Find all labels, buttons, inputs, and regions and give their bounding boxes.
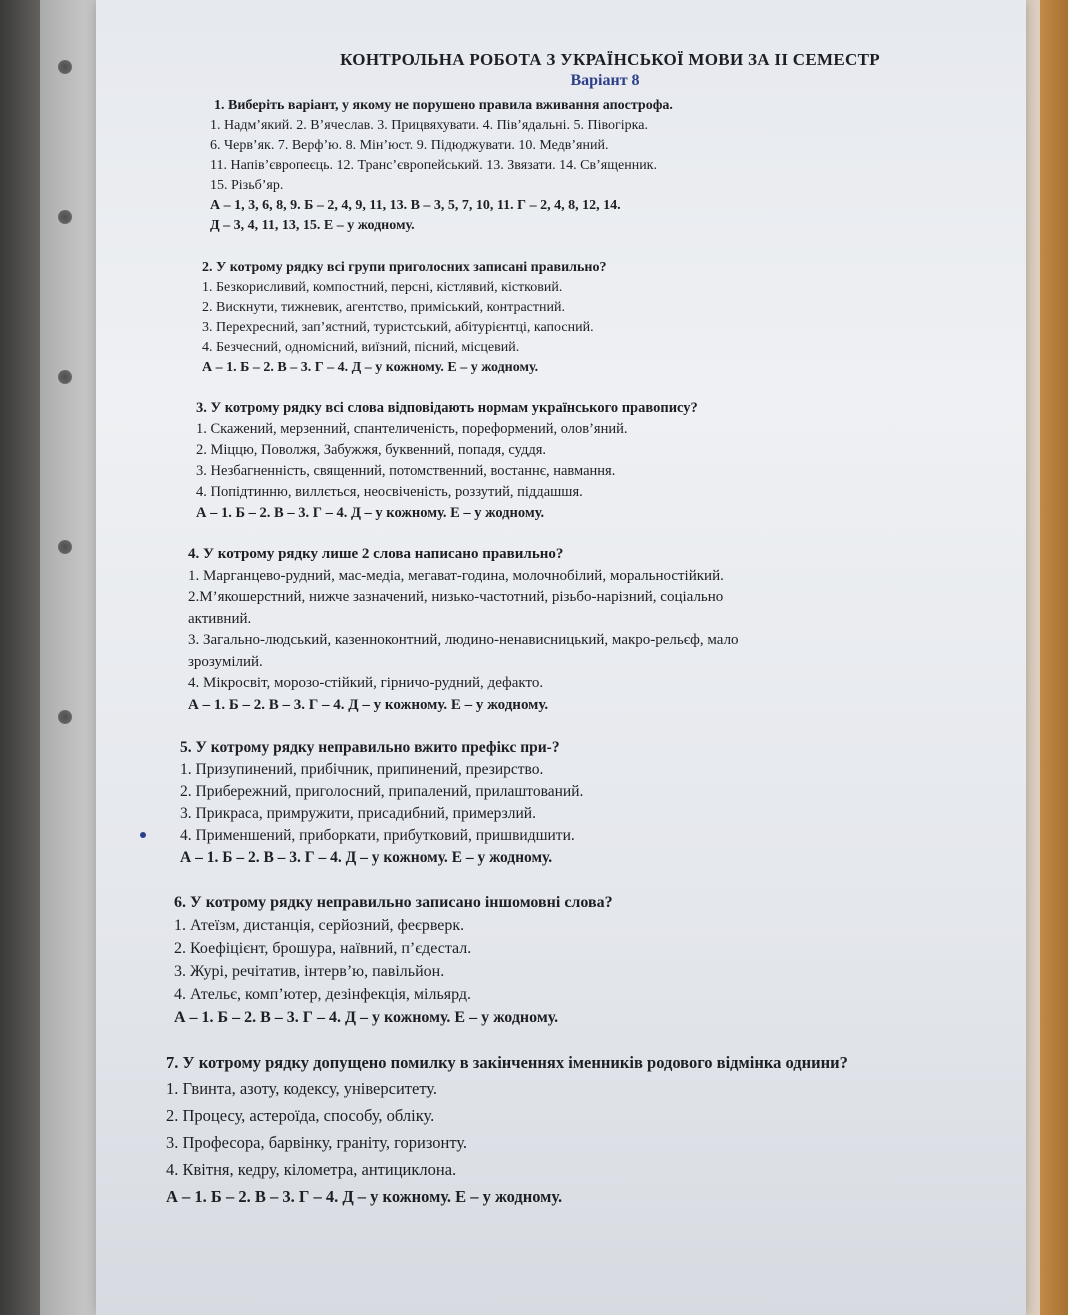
punch-hole <box>58 540 72 554</box>
answer-options: А – 1. Б – 2. В – 3. Г – 4. Д – у кожному. Е – у жодному. <box>196 505 545 521</box>
question-line: 1. Призупинений, прибічник, припинений, презирство. <box>180 761 544 778</box>
question-line: 4. Применшений, приборкати, прибутковий, пришвидшити. <box>180 827 575 844</box>
question-line: активний. <box>188 610 252 627</box>
question-line: 3. Журі, речітатив, інтерв’ю, павільйон. <box>174 963 445 980</box>
question-line: 2. Міццю, Поволжя, Забужжя, буквенний, попадя, суддя. <box>196 442 547 458</box>
question-heading: 6. У котрому рядку неправильно записано іншомовні слова? <box>174 894 613 911</box>
question-4 <box>188 544 1020 716</box>
answer-options: А – 1. Б – 2. В – 3. Г – 4. Д – у кожному. Е – у жодному. <box>188 696 549 713</box>
document-title: КОНТРОЛЬНА РОБОТА З УКРАЇНСЬКОЇ МОВИ ЗА ІІ СЕМЕСТР <box>340 50 880 69</box>
question-line: 1. Марганцево-рудний, мас-медіа, мегават-година, молочнобілий, моральностійкий. <box>188 567 724 584</box>
answer-options: А – 1. Б – 2. В – 3. Г – 4. Д – у кожному. Е – у жодному. <box>180 849 553 866</box>
test-document <box>160 50 1020 1232</box>
question-line: 1. Гвинта, азоту, кодексу, університету. <box>166 1079 438 1098</box>
question-line: 1. Безкорисливий, компостний, персні, кістлявий, кістковий. <box>202 280 563 295</box>
question-line: 2. Прибережний, приголосний, припалений, прилаштований. <box>180 783 584 800</box>
question-line: 4. Мікросвіт, морозо-стійкий, гірничо-рудний, дефакто. <box>188 675 544 691</box>
answer-options: А – 1. Б – 2. В – 3. Г – 4. Д – у кожному. Е – у жодному. <box>174 1009 559 1026</box>
question-line: 2. Вискнути, тижневик, агентство, приміський, контрастний. <box>202 300 565 315</box>
question-line: зрозумілий. <box>188 653 263 670</box>
question-line: 4. Безчесний, одномісний, виїзний, пісний, місцевий. <box>202 340 520 355</box>
question-line: 6. Черв’як. 7. Верф’ю. 8. Мін’юст. 9. Підюджувати. 10. Медв’яний. <box>210 138 609 153</box>
punch-hole <box>58 60 72 74</box>
answer-options: А – 1. Б – 2. В – 3. Г – 4. Д – у кожному. Е – у жодному. <box>202 360 539 375</box>
question-heading: 2. У котрому рядку всі групи приголосних записані правильно? <box>202 260 607 275</box>
question-line: 4. Ательє, комп’ютер, дезінфекція, мільярд. <box>174 986 472 1003</box>
question-line: 1. Атеїзм, дистанція, серйозний, феєрверк. <box>174 917 465 934</box>
question-line: 1. Скажений, мерзенний, спантеличеність, пореформений, олов’яний. <box>196 421 628 437</box>
punch-hole <box>58 370 72 384</box>
answer-options: Д – 3, 4, 11, 13, 15. Е – у жодному. <box>210 218 415 233</box>
answer-options: А – 1. Б – 2. В – 3. Г – 4. Д – у кожному. Е – у жодному. <box>166 1187 563 1206</box>
ink-dot-mark <box>140 832 146 838</box>
question-2 <box>202 258 1020 378</box>
question-line: 3. Незбагненність, священний, потомственний, востаннє, навмання. <box>196 463 616 479</box>
question-line: 1. Надм’який. 2. В’ячеслав. 3. Прицвяхувати. 4. Пів’ядальні. 5. Півогірка. <box>210 118 648 133</box>
punch-hole <box>58 710 72 724</box>
question-line: 15. Різьб’яр. <box>210 178 284 193</box>
question-6 <box>174 891 1020 1029</box>
question-line: 3. Перехресний, зап’ястний, туристський, абітурієнтці, капосний. <box>202 320 594 335</box>
question-line: 3. Професора, барвінку, граніту, горизонту. <box>166 1133 468 1152</box>
question-line: 2. Коефіцієнт, брошура, наївний, п’єдестал. <box>174 940 472 957</box>
question-line: 3. Загально-людський, казенноконтний, людино-ненависницький, макро-рельєф, мало <box>188 632 739 648</box>
question-5 <box>180 737 1020 869</box>
question-heading: 4. У котрому рядку лише 2 слова написано правильно? <box>188 546 564 562</box>
question-1 <box>210 96 1020 236</box>
question-heading: 7. У котрому рядку допущено помилку в закінченнях іменників родового відмінка однини? <box>166 1053 848 1072</box>
variant-label: Варіант 8 <box>570 72 640 89</box>
question-heading: 3. У котрому рядку всі слова відповідають нормам українського правопису? <box>196 400 698 416</box>
answer-options: А – 1, 3, 6, 8, 9. Б – 2, 4, 9, 11, 13. В – 3, 5, 7, 10, 11. Г – 2, 4, 8, 12, 14. <box>210 198 621 213</box>
question-heading: 1. Виберіть варіант, у якому не порушено правила вживання апострофа. <box>214 98 673 113</box>
question-heading: 5. У котрому рядку неправильно вжито префікс при-? <box>180 739 560 756</box>
question-line: 3. Прикраса, примружити, присадибний, примерзлий. <box>180 805 536 822</box>
question-3 <box>196 398 1020 524</box>
question-line: 2. Процесу, астероїда, способу, обліку. <box>166 1106 435 1125</box>
question-line: 2.М’якошерстний, нижче зазначений, низько-частотний, різьбо-нарізний, соціально <box>188 589 724 605</box>
question-line: 11. Напів’європеєць. 12. Транс’європейський. 13. Звязати. 14. Св’ященник. <box>210 158 657 173</box>
question-line: 4. Попідтинню, виллється, неосвіченість, роззутий, піддашшя. <box>196 484 583 500</box>
punch-hole <box>58 210 72 224</box>
question-line: 4. Квітня, кедру, кілометра, антициклона. <box>166 1160 457 1179</box>
question-7 <box>166 1051 996 1210</box>
